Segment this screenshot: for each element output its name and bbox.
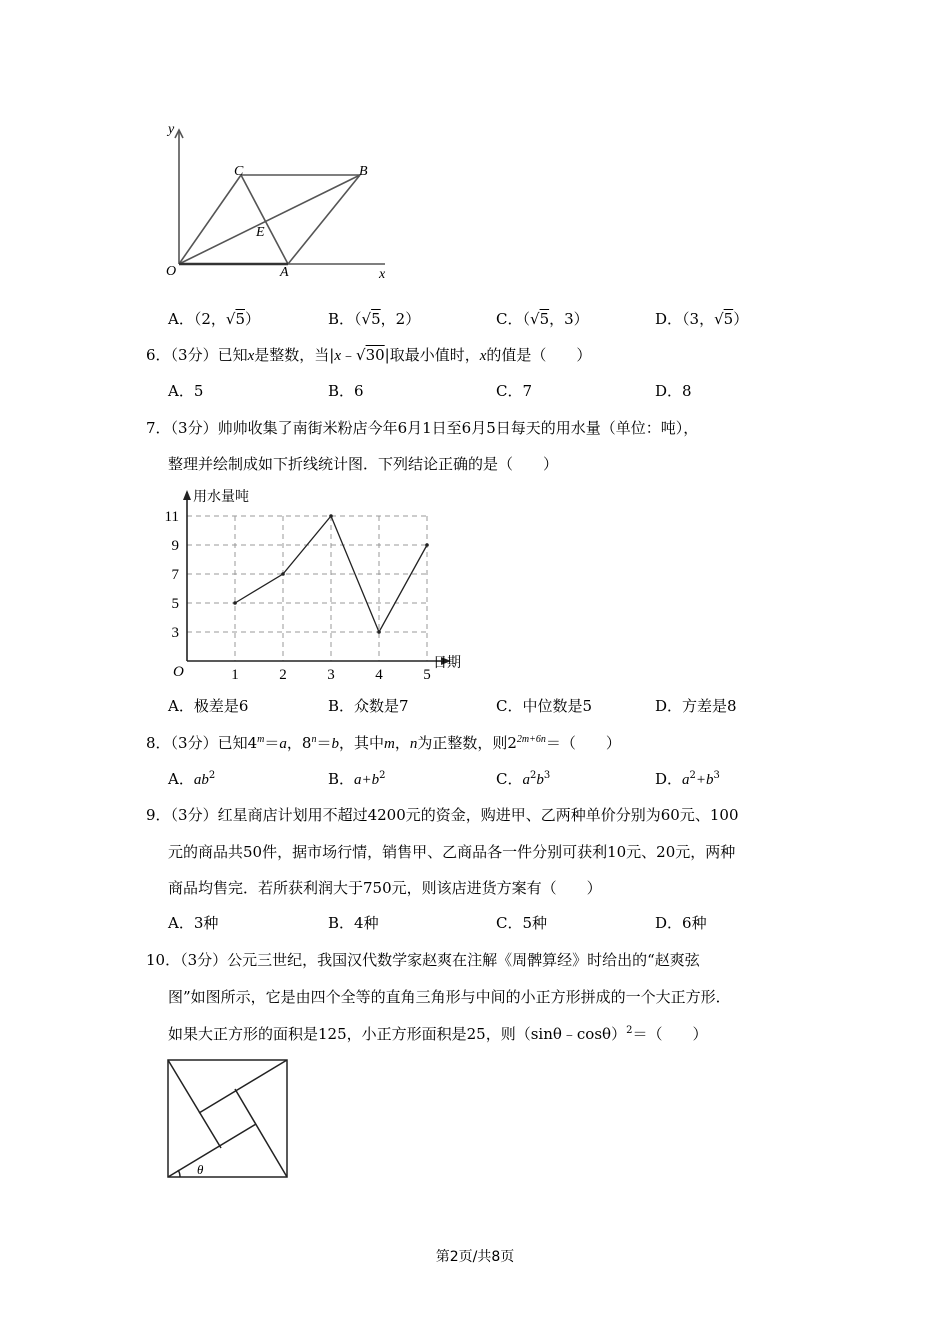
q9-option-c[interactable]: C．5种 xyxy=(496,914,548,932)
exp-2: 2 xyxy=(626,1025,633,1036)
option-sup: 2 xyxy=(689,770,696,781)
data-point xyxy=(377,630,381,634)
q10-line1: 10．（3分）公元三世纪，我国汉代数学家赵爽在注解《周髀算经》时给出的“赵爽弦 xyxy=(146,951,700,969)
exp-m: m xyxy=(257,734,265,745)
sqrt-icon: √ xyxy=(714,310,724,328)
option-letter: B． xyxy=(328,770,355,788)
q8-text: 8．（3分）已知4 xyxy=(146,734,258,752)
q6-option-d[interactable]: D．8 xyxy=(655,382,692,400)
q6-option-b[interactable]: B．6 xyxy=(328,382,364,400)
q8-option-a[interactable] xyxy=(168,769,215,790)
option-sup: 2 xyxy=(208,770,216,781)
line-chart xyxy=(165,484,475,684)
var-b: b xyxy=(331,736,339,752)
q6-stem xyxy=(146,345,591,366)
q6-text: |取最小值时， xyxy=(384,346,480,364)
x-tick-label: 5 xyxy=(423,667,431,683)
var-x: x xyxy=(334,348,341,364)
option-text: （ xyxy=(354,310,362,328)
y-axis-title: 用水量吨 xyxy=(193,489,249,505)
option-base2: +b xyxy=(695,772,714,788)
point-c-label: C xyxy=(234,164,244,179)
var-a: a xyxy=(279,736,287,752)
q6-option-a[interactable]: A．5 xyxy=(168,382,204,400)
eq-sign: ＝ xyxy=(264,734,280,752)
x-tick-label: 2 xyxy=(279,667,287,683)
q7-option-d[interactable]: D．方差是8 xyxy=(655,697,737,715)
point-o-label: O xyxy=(166,264,177,279)
option-close: ，2） xyxy=(380,310,421,328)
option-close: ） xyxy=(733,310,749,328)
option-letter: D． xyxy=(655,310,683,328)
origin-label: O xyxy=(173,664,184,680)
option-close: ，3） xyxy=(549,310,589,328)
option-letter: C． xyxy=(496,770,523,788)
eq-sign: ＝ xyxy=(316,734,332,752)
sqrt-icon: √ xyxy=(361,310,372,328)
option-text: （3， xyxy=(682,310,715,328)
comma: ， xyxy=(394,734,410,752)
sqrt-icon: √ xyxy=(225,310,236,328)
option-sup2: 3 xyxy=(543,770,551,781)
parallelogram-figure xyxy=(160,118,400,283)
option-sup: 2 xyxy=(379,770,386,781)
option-letter: C． xyxy=(496,310,523,328)
var-x: x xyxy=(247,348,255,364)
radicand: 5 xyxy=(723,310,734,328)
sqrt-icon: √ xyxy=(530,310,540,328)
q6-text: 的值是（ ） xyxy=(486,346,592,364)
y-tick-label: 9 xyxy=(171,538,179,554)
q8-text: ＝（ ） xyxy=(545,734,621,752)
option-sup: 2 xyxy=(529,770,537,781)
q5-option-c[interactable] xyxy=(496,309,589,329)
exp-2m6n: 2m+6n xyxy=(516,734,546,745)
var-m: m xyxy=(383,736,395,752)
point-b-label: B xyxy=(359,164,368,179)
q10-text: 如果大正方形的面积是125，小正方形面积是25，则（sinθ﹣cosθ） xyxy=(168,1025,627,1043)
q9-line2: 元的商品共50件，据市场行情，销售甲、乙商品各一件分别可获利10元、20元，两种 xyxy=(168,843,736,861)
radicand: 5 xyxy=(539,310,550,328)
q8-text: ，8 xyxy=(286,734,312,752)
q7-option-c[interactable]: C．中位数是5 xyxy=(496,697,593,715)
option-sup2: 3 xyxy=(713,770,720,781)
option-base: ab xyxy=(193,772,209,788)
radicand: 5 xyxy=(371,310,381,328)
option-text: （2， xyxy=(193,310,226,328)
q9-option-b[interactable]: B．4种 xyxy=(328,914,379,932)
q10-text: ＝（ ） xyxy=(632,1025,708,1043)
y-axis-label: y xyxy=(168,122,175,137)
q5-option-a[interactable] xyxy=(168,309,260,329)
q8-option-d[interactable] xyxy=(655,769,720,790)
q10-line2: 图”如图所示，它是由四个全等的直角三角形与中间的小正方形拼成的一个大正方形． xyxy=(168,988,731,1006)
q8-option-c[interactable] xyxy=(496,769,550,790)
q10-line3 xyxy=(168,1024,707,1044)
q9-option-d[interactable]: D．6种 xyxy=(655,914,707,932)
x-tick-label: 3 xyxy=(327,667,335,683)
option-base: a xyxy=(522,772,530,788)
option-letter: A． xyxy=(168,310,194,328)
q7-line1: 7．（3分）帅帅收集了南街米粉店今年6月1日至6月5日每天的用水量（单位：吨）， xyxy=(146,419,699,437)
q6-text: 6．（3分）已知 xyxy=(146,346,248,364)
option-letter: D． xyxy=(655,770,683,788)
point-e-label: E xyxy=(256,225,265,240)
var-n: n xyxy=(409,736,418,752)
theta-label: θ xyxy=(197,1162,204,1177)
x-axis-title: 日期 xyxy=(433,655,461,671)
data-point xyxy=(281,572,285,576)
q9-line3: 商品均售完．若所获利润大于750元，则该店进货方案有（ ） xyxy=(168,879,602,897)
option-base: a xyxy=(682,772,690,788)
x-tick-label: 1 xyxy=(231,667,239,683)
x-tick-label: 4 xyxy=(375,667,383,683)
q8-option-b[interactable] xyxy=(328,769,386,790)
data-point xyxy=(329,514,333,518)
exp-n: n xyxy=(311,734,317,745)
data-point xyxy=(233,601,237,605)
var-x: x xyxy=(479,348,487,364)
q7-option-a[interactable]: A．极差是6 xyxy=(168,697,249,715)
q9-line1: 9．（3分）红星商店计划用不超过4200元的资金，购进甲、乙两种单价分别为60元、100 xyxy=(146,806,739,824)
q8-stem xyxy=(146,733,621,754)
option-close: ） xyxy=(245,310,261,328)
y-tick-label: 7 xyxy=(171,567,179,583)
point-a-label: A xyxy=(280,265,289,280)
y-axis-arrow xyxy=(183,490,191,500)
data-point xyxy=(425,543,429,547)
page-footer: 第2页/共8页 xyxy=(435,1249,515,1265)
q8-text: ，其中 xyxy=(338,734,384,752)
zhao-shuang-diagram xyxy=(166,1058,290,1180)
radicand: 30 xyxy=(365,346,385,364)
option-text: （ xyxy=(522,310,530,328)
q5-option-d[interactable] xyxy=(655,309,748,329)
q5-option-b[interactable] xyxy=(328,309,420,329)
sqrt-icon: √ xyxy=(356,346,366,364)
q6-option-c[interactable]: C．7 xyxy=(496,382,533,400)
y-tick-label: 5 xyxy=(171,596,179,612)
q6-text: 是整数，当| xyxy=(254,346,335,364)
option-base2: b xyxy=(536,772,544,788)
radicand: 5 xyxy=(235,310,245,328)
y-tick-label: 3 xyxy=(171,625,179,641)
q7-option-b[interactable]: B．众数是7 xyxy=(328,697,409,715)
minus-sign: ﹣ xyxy=(341,346,357,364)
option-letter: B． xyxy=(328,310,355,328)
q8-text: 为正整数，则2 xyxy=(417,734,517,752)
q9-option-a[interactable]: A．3种 xyxy=(168,914,219,932)
q7-line2: 整理并绘制成如下折线统计图．下列结论正确的是（ ） xyxy=(168,455,559,473)
option-base: a+b xyxy=(354,772,380,788)
option-letter: A． xyxy=(168,770,194,788)
y-tick-label: 11 xyxy=(165,509,179,525)
x-axis-label: x xyxy=(379,267,386,282)
